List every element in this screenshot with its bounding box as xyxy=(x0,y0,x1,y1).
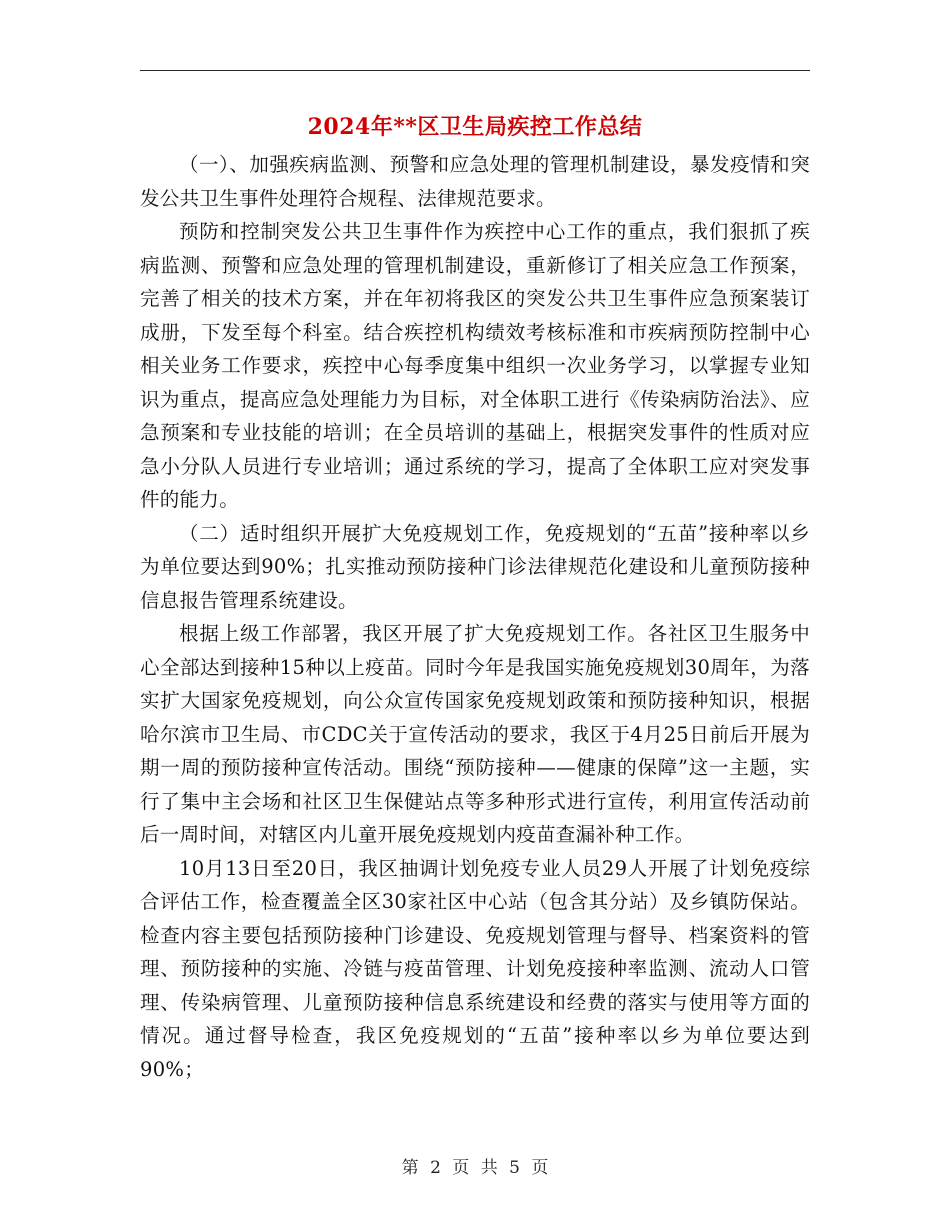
paragraph-immunization-program: 根据上级工作部署，我区开展了扩大免疫规划工作。各社区卫生服务中心全部达到接种15种以上疫苗。同时今年是我国实施免疫规划30周年，为落实扩大国家免疫规划，向公众宣传国家免疫规划政策和预防接种知识，根据哈尔滨市卫生局、市CDC关于宣传活动的要求，我区于4月25日前后开展为期一周的预防接种宣传活动。围绕“预防接种——健康的保障”这一主题，实行了集中主会场和社区卫生保健站点等多种形式进行宣传，利用宣传活动前后一周时间，对辖区内儿童开展免疫规划内疫苗查漏补种工作。 xyxy=(140,622,810,846)
page-number-footer: 第 2 页 共 5 页 xyxy=(401,1158,549,1178)
paragraph-section-2-heading: （二）适时组织开展扩大免疫规划工作，免疫规划的“五苗”接种率以乡为单位要达到90%；扎实推动预防接种门诊法律规范化建设和儿童预防接种信息报告管理系统建设。 xyxy=(140,521,810,612)
paragraph-immunization-evaluation: 10月13日至20日，我区抽调计划免疫专业人员29人开展了计划免疫综合评估工作，检查覆盖全区30家社区中心站（包含其分站）及乡镇防保站。检查内容主要包括预防接种门诊建设、免疫规划管理与督导、档案资料的管理、预防接种的实施、冷链与疫苗管理、计划免疫接种率监测、流动人口管理、传染病管理、儿童预防接种信息系统建设和经费的落实与使用等方面的情况。通过督导检查，我区免疫规划的“五苗”接种率以乡为单位要达到90%； xyxy=(140,856,810,1081)
document-title: 2024年**区卫生局疾控工作总结 xyxy=(307,114,643,140)
header-rule xyxy=(140,70,810,71)
paragraph-section-1-heading: （一）、加强疾病监测、预警和应急处理的管理机制建设，暴发疫情和突发公共卫生事件处理符合规程、法律规范要求。 xyxy=(140,153,810,210)
paragraph-emergency-mechanism: 预防和控制突发公共卫生事件作为疾控中心工作的重点，我们狠抓了疾病监测、预警和应急处理的管理机制建设，重新修订了相关应急工作预案，完善了相关的技术方案，并在年初将我区的突发公共卫生事件应急预案装订成册，下发至每个科室。结合疾控机构绩效考核标准和市疾病预防控制中心相关业务工作要求，疾控中心每季度集中组织一次业务学习，以掌握专业知识为重点，提高应急处理能力为目标，对全体职工进行《传染病防治法》、应急预案和专业技能的培训；在全员培训的基础上，根据突发事件的性质对应急小分队人员进行专业培训；通过系统的学习，提高了全体职工应对突发事件的能力。 xyxy=(140,220,810,511)
document-body xyxy=(140,148,810,1086)
